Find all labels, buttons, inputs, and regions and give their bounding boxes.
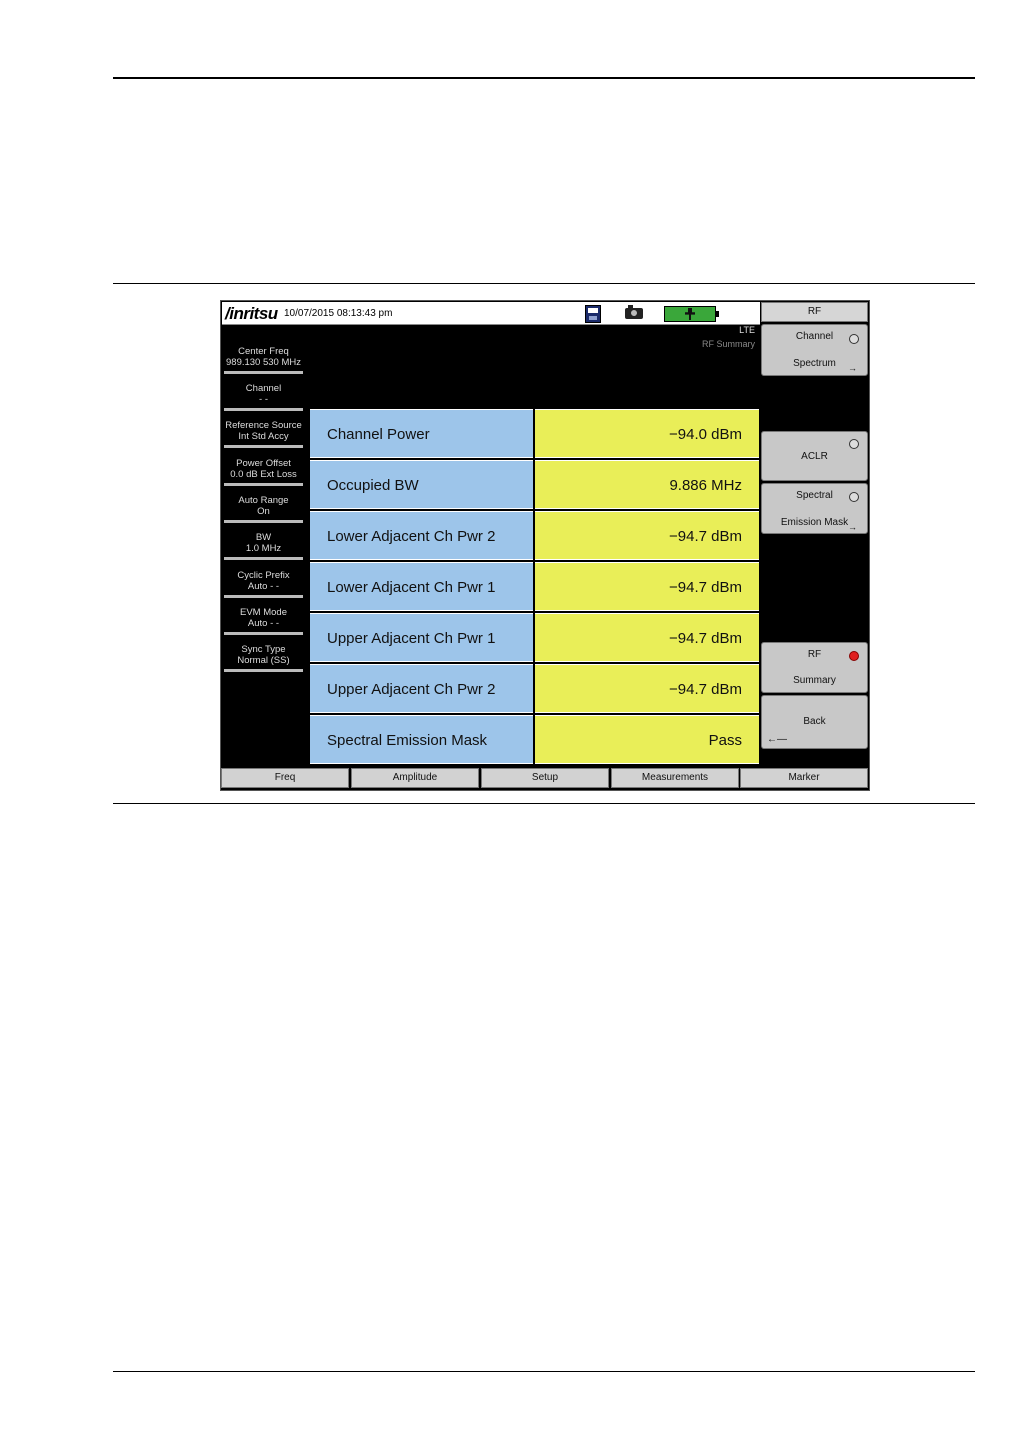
battery-icon	[664, 306, 716, 322]
mode-standard: LTE	[739, 325, 755, 335]
param-reference-source: Reference Source Int Std Accy	[224, 420, 303, 442]
rf-summary-button[interactable]: RF Summary	[761, 642, 868, 693]
softkey-menu-title: RF	[761, 302, 868, 322]
tab-marker[interactable]: Marker	[740, 768, 868, 788]
table-row	[310, 664, 760, 715]
param-cyclic-prefix: Cyclic Prefix Auto - -	[224, 570, 303, 592]
submenu-arrow-icon: →	[848, 522, 857, 532]
result-name: Spectral Emission Mask	[310, 715, 533, 764]
back-button[interactable]: Back ←—	[761, 695, 868, 749]
tab-setup[interactable]: Setup	[481, 768, 609, 788]
footer-rule	[113, 1371, 975, 1372]
table-row	[310, 511, 760, 562]
figure-top-rule	[113, 283, 975, 284]
param-center-freq: Center Freq 989.130 530 MHz	[224, 346, 303, 368]
result-value: Pass	[535, 715, 759, 764]
table-row	[310, 562, 760, 613]
instrument-screen	[220, 300, 870, 791]
param-power-offset: Power Offset 0.0 dB Ext Loss	[224, 458, 303, 480]
radio-icon	[849, 439, 859, 449]
submenu-arrow-icon: →	[848, 363, 857, 373]
result-name: Occupied BW	[310, 460, 533, 509]
table-row	[310, 613, 760, 664]
back-arrow-icon: ←—	[767, 734, 787, 745]
title-bar	[222, 302, 760, 325]
selected-radio-icon	[849, 651, 859, 661]
param-auto-range: Auto Range On	[224, 495, 303, 517]
result-value: −94.7 dBm	[535, 613, 759, 662]
table-row	[310, 460, 760, 511]
radio-icon	[849, 492, 859, 502]
datetime: 10/07/2015 08:13:43 pm	[284, 308, 393, 319]
bottom-menu-bar	[221, 767, 869, 789]
result-name: Channel Power	[310, 409, 533, 458]
result-name: Lower Adjacent Ch Pwr 1	[310, 562, 533, 611]
camera-icon[interactable]	[625, 308, 643, 319]
table-row	[310, 409, 760, 460]
param-evm-mode: EVM Mode Auto - -	[224, 607, 303, 629]
result-name: Upper Adjacent Ch Pwr 1	[310, 613, 533, 662]
result-name: Lower Adjacent Ch Pwr 2	[310, 511, 533, 560]
param-channel: Channel - -	[224, 383, 303, 405]
mode-measurement: RF Summary	[701, 339, 755, 349]
table-row	[310, 715, 760, 766]
save-icon[interactable]	[585, 305, 601, 323]
figure-bottom-rule	[113, 803, 975, 804]
result-name: Upper Adjacent Ch Pwr 2	[310, 664, 533, 713]
anritsu-logo: /inritsu	[225, 304, 278, 323]
result-value: −94.7 dBm	[535, 511, 759, 560]
channel-spectrum-button[interactable]: Channel Spectrum →	[761, 324, 868, 376]
result-value: −94.7 dBm	[535, 562, 759, 611]
tab-amplitude[interactable]: Amplitude	[351, 768, 479, 788]
tab-freq[interactable]: Freq	[221, 768, 349, 788]
rf-summary-table	[310, 409, 760, 766]
result-value: −94.7 dBm	[535, 664, 759, 713]
spectral-emission-mask-button[interactable]: Spectral Emission Mask →	[761, 483, 868, 534]
tab-measurements[interactable]: Measurements	[611, 768, 739, 788]
param-sync-type: Sync Type Normal (SS)	[224, 644, 303, 666]
result-value: −94.0 dBm	[535, 409, 759, 458]
result-value: 9.886 MHz	[535, 460, 759, 509]
aclr-button[interactable]: ACLR	[761, 431, 868, 481]
param-bw: BW 1.0 MHz	[224, 532, 303, 554]
radio-icon	[849, 334, 859, 344]
header-rule	[113, 77, 975, 79]
